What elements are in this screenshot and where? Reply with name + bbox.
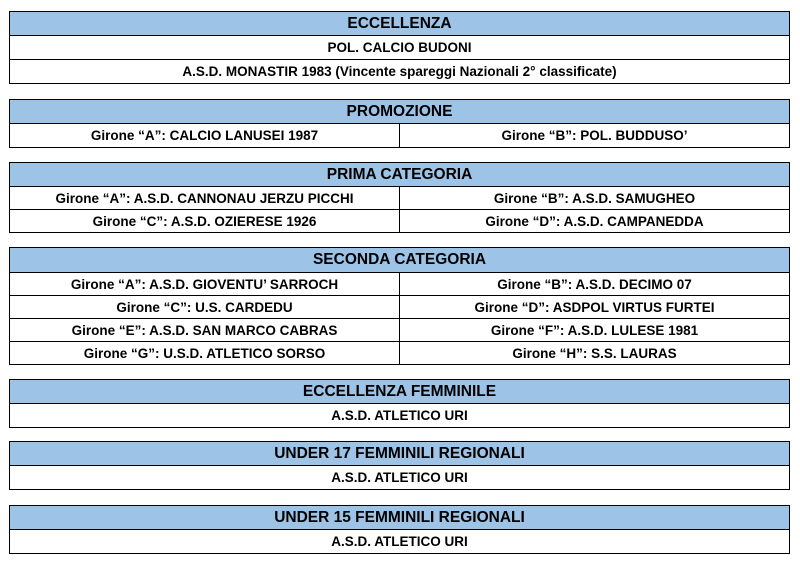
section-title: UNDER 17 FEMMINILI REGIONALI — [10, 442, 789, 466]
table-row — [10, 466, 789, 489]
table-row — [10, 124, 789, 147]
team-cell: Girone “D”: A.S.D. CAMPANEDDA — [399, 210, 789, 232]
table-row — [10, 36, 789, 59]
table-row — [10, 187, 789, 209]
team-cell: POL. CALCIO BUDONI — [327, 40, 472, 55]
team-cell: Girone “B”: A.S.D. SAMUGHEO — [399, 187, 789, 209]
team-cell: Girone “E”: A.S.D. SAN MARCO CABRAS — [71, 322, 338, 338]
table-seconda-categoria — [9, 247, 790, 365]
team-cell: Girone “A”: A.S.D. GIOVENTU’ SARROCH — [70, 276, 339, 292]
table-row — [10, 209, 789, 232]
team-cell: A.S.D. ATLETICO URI — [331, 534, 468, 549]
team-cell: A.S.D. ATLETICO URI — [331, 408, 468, 423]
table-eccellenza-femminile — [9, 379, 790, 428]
team-cell: A.S.D. ATLETICO URI — [331, 470, 468, 485]
team-cell: Girone “G”: U.S.D. ATLETICO SORSO — [83, 345, 326, 361]
team-cell: Girone “H”: S.S. LAURAS — [399, 342, 789, 364]
team-cell: Girone “F”: A.S.D. LULESE 1981 — [399, 319, 789, 341]
team-cell: Girone “A”: A.S.D. CANNONAU JERZU PICCHI — [55, 190, 354, 206]
team-cell: Girone “C”: U.S. CARDEDU — [116, 299, 293, 315]
team-cell: Girone “C”: A.S.D. OZIERESE 1926 — [92, 213, 317, 229]
table-row — [10, 341, 789, 364]
team-cell: Girone “B”: POL. BUDDUSO’ — [399, 124, 789, 147]
table-prima-categoria — [9, 162, 790, 233]
section-title: SECONDA CATEGORIA — [10, 248, 789, 273]
table-row — [10, 404, 789, 427]
table-row — [10, 318, 789, 341]
section-title: ECCELLENZA — [10, 12, 789, 36]
table-row — [10, 59, 789, 83]
team-cell: Girone “B”: A.S.D. DECIMO 07 — [399, 273, 789, 295]
section-title: PROMOZIONE — [10, 100, 789, 124]
table-eccellenza — [9, 11, 790, 84]
table-promozione — [9, 99, 790, 148]
table-row — [10, 295, 789, 318]
table-under-15 — [9, 505, 790, 554]
section-title: UNDER 15 FEMMINILI REGIONALI — [10, 506, 789, 530]
table-row — [10, 530, 789, 553]
table-under-17 — [9, 441, 790, 490]
section-title: PRIMA CATEGORIA — [10, 163, 789, 187]
team-cell: A.S.D. MONASTIR 1983 (Vincente spareggi Nazionali 2° classificate) — [182, 64, 617, 79]
section-title: ECCELLENZA FEMMINILE — [10, 380, 789, 404]
team-cell: Girone “D”: ASDPOL VIRTUS FURTEI — [399, 296, 789, 318]
table-row — [10, 273, 789, 295]
team-cell: Girone “A”: CALCIO LANUSEI 1987 — [90, 128, 319, 143]
